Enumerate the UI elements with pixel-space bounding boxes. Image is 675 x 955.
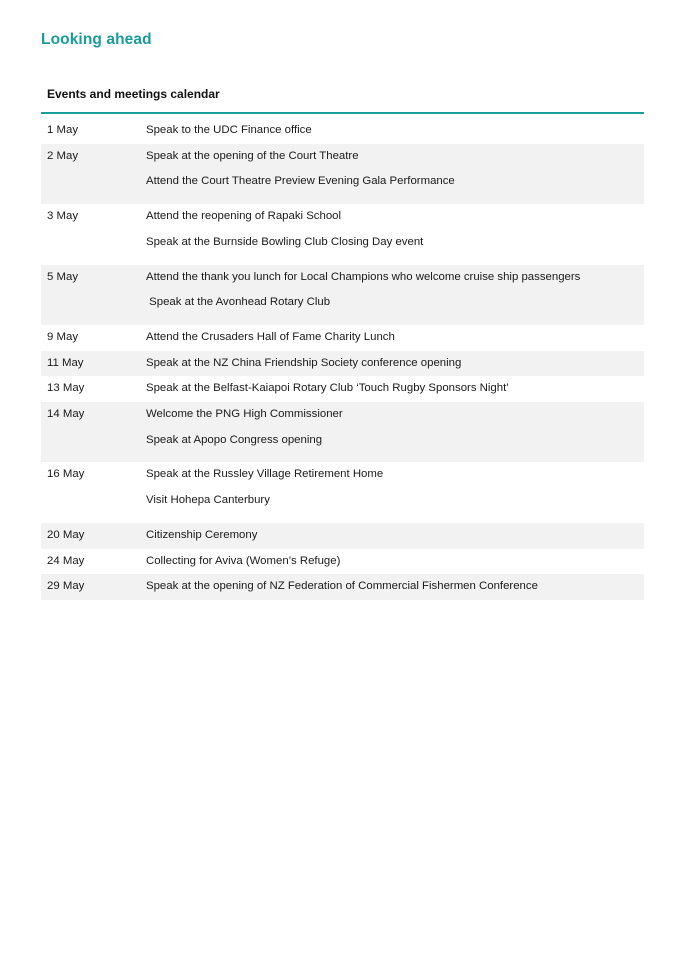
event-items (146, 144, 644, 195)
table-row (41, 402, 644, 462)
table-title: Events and meetings calendar (47, 87, 220, 101)
event-description: Speak at the Burnside Bowling Club Closing Day event (146, 235, 424, 248)
event-description: Visit Hohepa Canterbury (146, 494, 270, 507)
event-description: Attend the thank you lunch for Local Champions who welcome cruise ship passengers (146, 270, 581, 283)
event-date: 11 May (47, 356, 84, 369)
event-description: Speak at the NZ China Friendship Society conference opening (146, 356, 462, 369)
event-date: 13 May (47, 382, 85, 395)
table-row (41, 351, 644, 377)
table-row (41, 325, 644, 351)
table-row (41, 523, 644, 549)
event-description: Speak at the opening of the Court Theatre (146, 149, 359, 162)
event-date: 9 May (47, 330, 79, 343)
event-description: Attend the Crusaders Hall of Fame Charity Lunch (146, 330, 395, 343)
event-items (146, 118, 644, 144)
table-row (41, 462, 644, 522)
event-description: Speak at the opening of NZ Federation of Commercial Fishermen Conference (146, 580, 538, 593)
event-items (146, 204, 644, 255)
table-row (41, 574, 644, 600)
event-items (146, 376, 644, 402)
event-description: Speak at Apopo Congress opening (146, 433, 323, 446)
event-items (146, 325, 644, 351)
table-row (41, 376, 644, 402)
table-row (41, 549, 644, 575)
table-row (41, 144, 644, 204)
event-items (146, 574, 644, 600)
event-description: Collecting for Aviva (Women’s Refuge) (146, 554, 341, 567)
header-divider (41, 112, 644, 114)
event-description: Welcome the PNG High Commissioner (146, 408, 343, 421)
event-description: Attend the reopening of Rapaki School (146, 210, 342, 223)
event-items (146, 549, 644, 575)
table-row (41, 118, 644, 144)
event-date: 14 May (47, 408, 85, 421)
event-date: 1 May (47, 124, 79, 136)
event-items (146, 402, 644, 453)
event-description: Speak at the Avonhead Rotary Club (146, 296, 331, 309)
event-date: 16 May (47, 468, 85, 481)
event-date: 29 May (47, 580, 85, 593)
events-table (41, 118, 644, 600)
page-title: Looking ahead (41, 31, 152, 48)
event-items (146, 462, 644, 513)
event-date: 2 May (47, 149, 79, 162)
event-items (146, 265, 644, 316)
event-description: Attend the Court Theatre Preview Evening Gala Performance (146, 175, 455, 188)
event-date: 3 May (47, 210, 79, 223)
event-description: Speak at the Belfast-Kaiapoi Rotary Club ‘Touch Rugby Sponsors Night’ (146, 382, 509, 395)
event-items (146, 351, 644, 377)
event-date: 20 May (47, 528, 85, 541)
event-items (146, 523, 644, 549)
event-date: 24 May (47, 554, 85, 567)
event-description: Speak at the Russley Village Retirement Home (146, 468, 384, 481)
event-date: 5 May (47, 270, 79, 283)
table-row (41, 204, 644, 264)
table-row (41, 265, 644, 325)
event-description: Speak to the UDC Finance office (146, 124, 312, 136)
event-description: Citizenship Ceremony (146, 528, 258, 541)
